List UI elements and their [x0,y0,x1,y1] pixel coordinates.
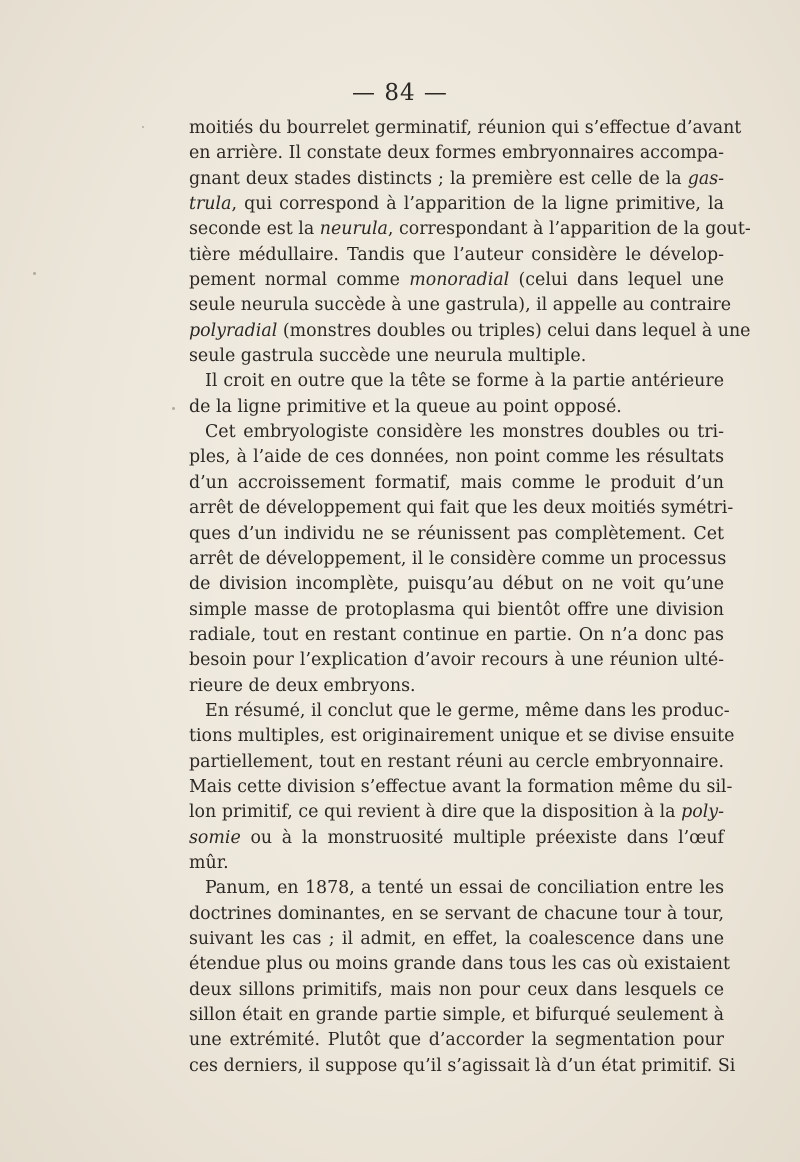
text-run: besoin pour l’explication d’avoir recours à une réunion ulté- [189,650,724,671]
body-text [189,116,751,1079]
text-line [189,978,724,1003]
text-line [189,217,751,242]
text-run: tière médullaire. Tandis que l’auteur considère le dévelop- [189,244,724,265]
text-run: mûr. [189,852,229,873]
text-run: arrêt de développement qui fait que les deux moitiés symétri- [189,498,734,519]
text-line [189,496,734,521]
paper-speck [33,272,36,275]
text-run: En résumé, il conclut que le germe, même dans les produc- [205,700,730,721]
text-line [189,800,724,825]
text-line [189,471,724,496]
text-line [189,1003,724,1028]
text-line [189,699,730,724]
italic-term: trula [189,194,232,215]
text-line [189,243,724,268]
text-run: (celui dans lequel une [509,270,724,291]
text-line [189,572,724,597]
text-run: moitiés du bourrelet germinatif, réunion qui s’effectue d’avant [189,118,742,138]
text-line [189,522,724,547]
text-line [189,674,724,699]
text-run: ou à la monstruosité multiple préexiste dans l’œuf [240,827,724,848]
text-run: deux sillons primitifs, mais non pour ceux dans lesquels ce [189,979,724,1000]
text-line [189,344,724,369]
italic-term: somie [189,827,241,848]
text-line [189,750,724,775]
text-line [189,293,731,318]
text-line [189,851,724,876]
text-run: Cet embryologiste considère les monstres doubles ou tri- [205,422,724,443]
italic-term: gas- [687,168,724,189]
italic-term: neurula [319,219,388,240]
text-line [189,826,724,851]
text-line [189,598,724,623]
text-line [189,876,724,901]
italic-term: monoradial [409,270,510,291]
text-line [189,192,724,217]
text-line [189,268,724,293]
text-run: de division incomplète, puisqu’au début on ne voit qu’une [189,574,724,595]
text-run: ques d’un individu ne se réunissent pas complètement. Cet [189,523,724,544]
paper-speck [172,407,175,410]
text-line [189,1028,724,1053]
text-line [189,116,742,141]
text-run: Panum, en 1878, a tenté un essai de conciliation entre les [205,878,724,899]
text-line [189,902,724,927]
text-run: radiale, tout en restant continue en partie. On n’a donc pas [189,624,724,645]
text-line [189,1054,736,1079]
text-run: une extrémité. Plutôt que d’accorder la segmentation pour [189,1030,724,1051]
text-run: sillon était en grande partie simple, et bifurqué seulement à [189,1005,724,1026]
italic-term: poly- [681,802,724,823]
text-line [189,319,751,344]
text-line [189,623,724,648]
text-run: (monstres doubles ou triples) celui dans lequel à une [277,320,751,341]
text-line [189,547,727,572]
text-line [189,167,724,192]
text-run: seule neurula succède à une gastrula), il appelle au contraire [189,295,731,316]
text-line [189,369,724,394]
text-run: arrêt de développement, il le considère comme un processus [189,548,727,569]
text-run: partiellement, tout en restant réuni au cercle embryonnaire. [189,751,724,772]
text-run: , correspondant à l’apparition de la gout- [387,219,751,240]
text-line [189,141,724,166]
text-line [189,927,724,952]
text-line [189,648,724,673]
text-run: Mais cette division s’effectue avant la formation même du sil- [189,776,733,797]
text-run: rieure de deux embryons. [189,675,416,696]
text-run: simple masse de protoplasma qui bientôt offre une division [189,599,724,620]
paper-speck [142,126,144,128]
text-run: doctrines dominantes, en se servant de chacune tour à tour, [189,903,724,924]
text-line [189,420,724,445]
text-run: gnant deux stades distincts ; la première est celle de la [189,168,688,189]
text-run: tions multiples, est originairement unique et se divise ensuite [189,726,735,747]
text-run: d’un accroissement formatif, mais comme le produit d’un [189,472,724,493]
text-run: en arrière. Il constate deux formes embryonnaires accompa- [189,143,724,164]
text-run: seconde est la [189,219,320,240]
text-run: étendue plus ou moins grande dans tous les cas où existaient [189,954,730,975]
text-run: Il croit en outre que la tête se forme à la partie antérieure [205,371,724,392]
italic-term: polyradial [189,320,278,341]
text-run: ces derniers, il suppose qu’il s’agissait là d’un état primitif. Si [189,1055,736,1076]
page-number: — 84 — [352,80,448,106]
text-run: de la ligne primitive et la queue au point opposé. [189,396,622,417]
text-run: pement normal comme [189,270,410,291]
text-run: ples, à l’aide de ces données, non point comme les résultats [189,447,724,468]
text-line [189,395,724,420]
text-line [189,724,735,749]
text-run: , qui correspond à l’apparition de la ligne primitive, la [231,194,724,215]
text-run: seule gastrula succède une neurula multiple. [189,346,587,367]
text-line [189,445,724,470]
text-line [189,775,733,800]
text-run: lon primitif, ce qui revient à dire que la disposition à la [189,802,682,823]
text-line [189,952,730,977]
text-run: suivant les cas ; il admit, en effet, la coalescence dans une [189,929,724,949]
